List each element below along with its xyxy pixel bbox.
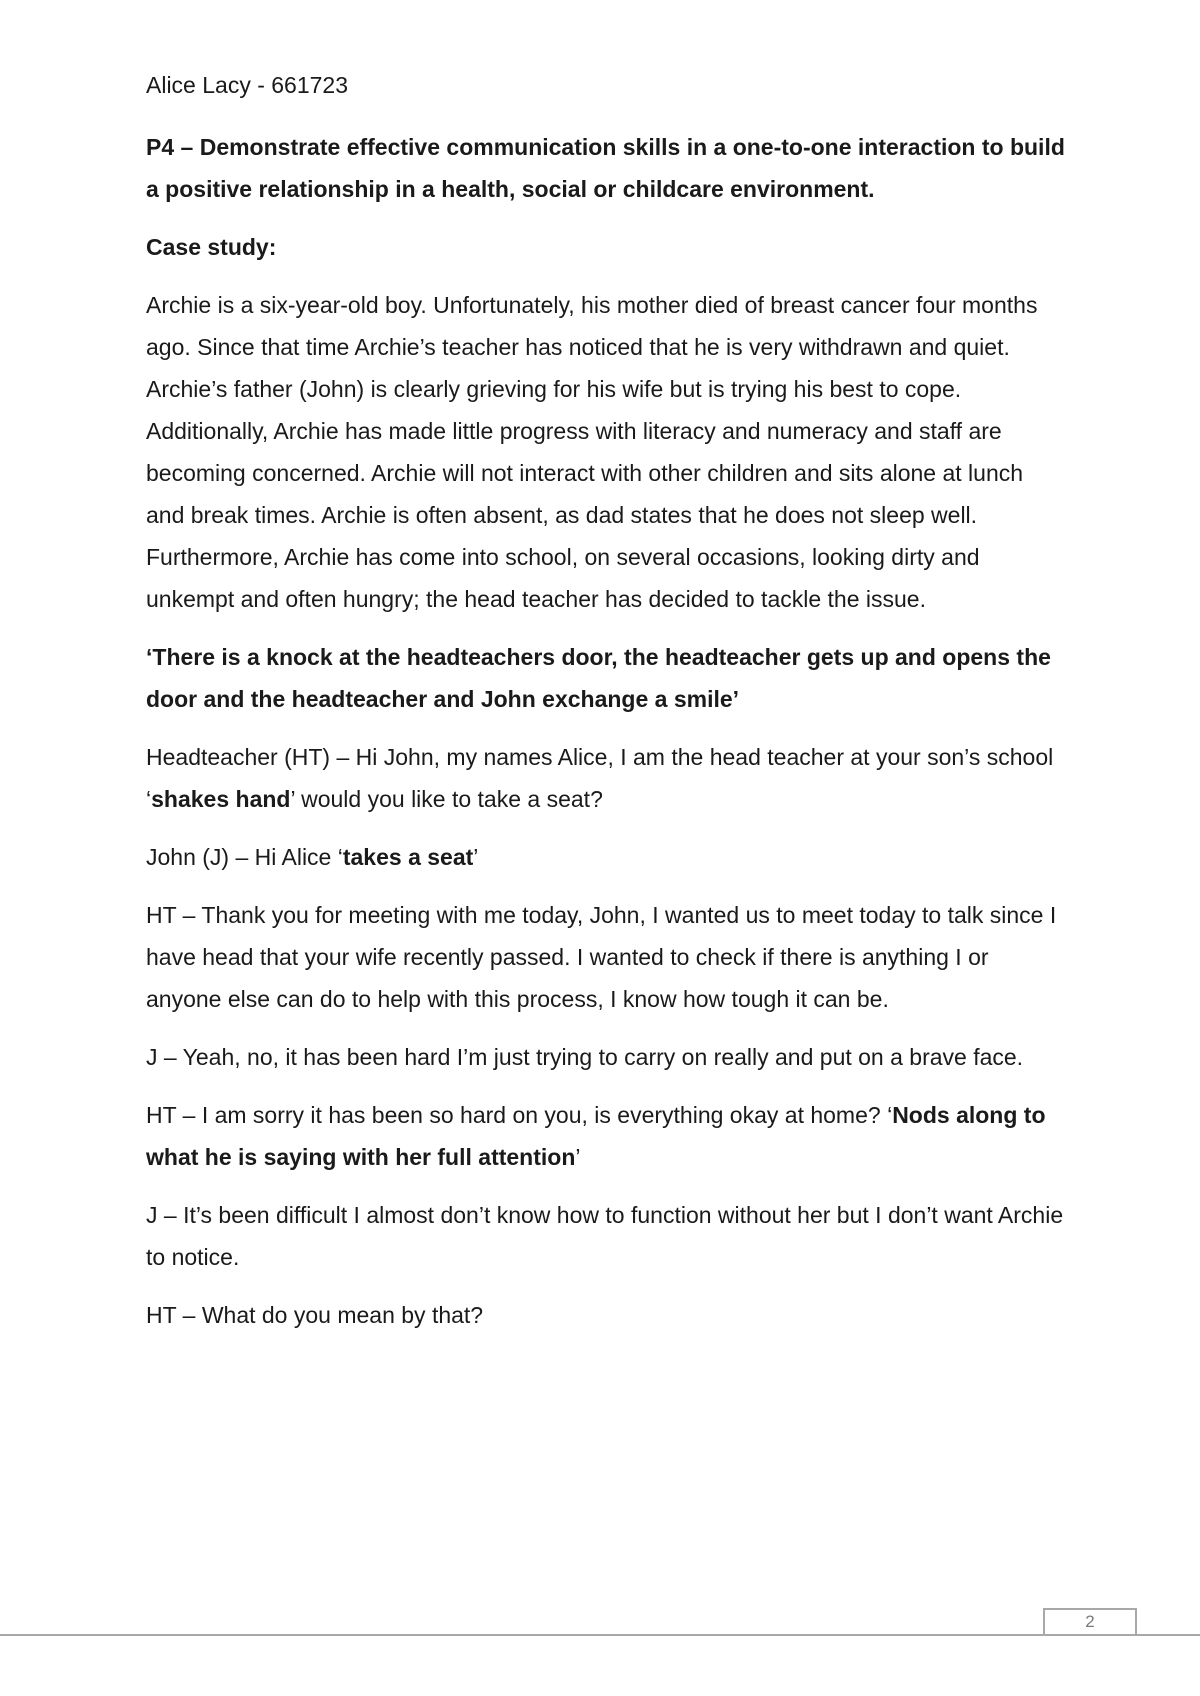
dialogue-text: Headteacher (HT) – Hi John, my names Alice, I am the head teacher at your son’s school ‘ [146, 744, 1054, 812]
scene-direction: ‘There is a knock at the headteachers door, the headteacher gets up and opens the door and the headteacher and John exchange a smile’ [146, 644, 1051, 712]
dialogue-line-6: J – It’s been difficult I almost don’t know how to function without her but I don’t want Archie to notice. [146, 1202, 1064, 1270]
dialogue-line-2 [146, 836, 1066, 878]
document-page [146, 70, 1066, 1352]
stage-direction: Nods along to what he is saying with her full attention [146, 1102, 1046, 1170]
page-footer [0, 1612, 1200, 1654]
page-number: 2 [1043, 1608, 1137, 1634]
dialogue-line-1 [146, 736, 1066, 820]
dialogue-line-5 [146, 1094, 1066, 1178]
case-study-heading: Case study: [146, 234, 277, 260]
dialogue-text: HT – I am sorry it has been so hard on you, is everything okay at home? ‘ [146, 1102, 893, 1128]
author-line: Alice Lacy - 661723 [146, 72, 349, 98]
stage-direction: takes a seat [342, 844, 474, 870]
footer-rule [0, 1634, 1200, 1636]
stage-direction: shakes hand [151, 786, 291, 812]
dialogue-text: ’ would you like to take a seat? [290, 786, 603, 812]
dialogue-text: ’ [473, 844, 479, 870]
dialogue-line-3: HT – Thank you for meeting with me today, John, I wanted us to meet today to talk since I have head that your wife recently passed. I wanted to check if there is anything I or anyone else can do to help with this process, I know how tough it can be. [146, 902, 1057, 1012]
case-study-body: Archie is a six-year-old boy. Unfortunately, his mother died of breast cancer four months ago. Since that time Archie’s teacher has noticed that he is very withdrawn and quiet. Archie’s father (John) is clearly grieving for his wife but is trying his best to cope. Additionally, Archie has made little progress with literacy and numeracy and staff are becoming concerned. Archie will not interact with other children and sits alone at lunch and break times. Archie is often absent, as dad states that he does not sleep well. Furthermore, Archie has come into school, on several occasions, looking dirty and unkempt and often hungry; the head teacher has decided to tackle the issue. [146, 292, 1038, 612]
dialogue-text: John (J) – Hi Alice ‘ [146, 844, 343, 870]
dialogue-line-7: HT – What do you mean by that? [146, 1302, 484, 1328]
dialogue-text: ’ [575, 1144, 581, 1170]
dialogue-line-4: J – Yeah, no, it has been hard I’m just trying to carry on really and put on a brave face. [146, 1044, 1024, 1070]
task-title: P4 – Demonstrate effective communication skills in a one-to-one interaction to build a positive relationship in a health, social or childcare environment. [146, 134, 1065, 202]
